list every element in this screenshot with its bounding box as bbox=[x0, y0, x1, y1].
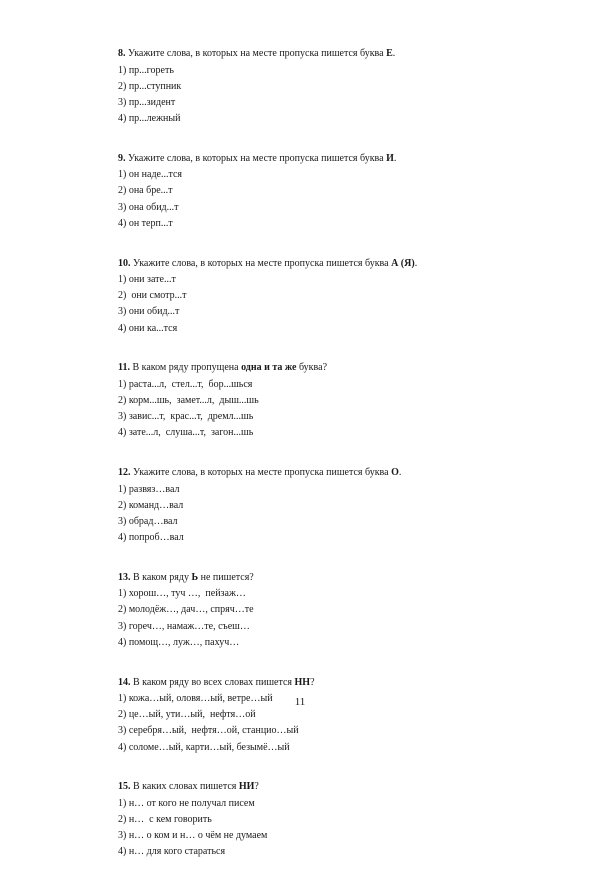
question-text: Укажите слова, в которых на месте пропуска пишется буква bbox=[125, 48, 387, 59]
question-keyword: НИ bbox=[238, 781, 255, 793]
question-title bbox=[118, 466, 558, 479]
question-keyword: А (Я) bbox=[391, 257, 415, 269]
question-text: Укажите слова, в которых на месте пропуска пишется буква bbox=[130, 467, 392, 478]
answer-option: 2) н… с кем говорить bbox=[118, 813, 212, 825]
question-block bbox=[118, 257, 558, 337]
answer-option: 3) обрад…вал bbox=[118, 515, 178, 527]
answer-option: 2) молодёж…, дач…, спряч…те bbox=[118, 604, 254, 616]
question-text: ? bbox=[254, 781, 259, 793]
question-number: 13. bbox=[118, 571, 131, 583]
question-keyword: О bbox=[391, 467, 399, 478]
question-block bbox=[118, 466, 558, 546]
question-block bbox=[118, 47, 558, 127]
answer-option: 1) они зате...т bbox=[118, 274, 176, 285]
question-number: 8. bbox=[118, 48, 126, 59]
question-text: В каком ряду во всех словах пишется bbox=[130, 676, 295, 688]
question-text: буква? bbox=[296, 362, 328, 374]
question-text: Укажите слова, в которых на месте пропуска пишется буква bbox=[130, 257, 392, 269]
answer-option: 4) пр...лежный bbox=[118, 113, 181, 125]
answer-option: 4) зате...л, слуша...т, загон...шь bbox=[118, 427, 254, 439]
answer-option: 2) она бре...т bbox=[118, 185, 173, 197]
answer-option: 2) це…ый, ути…ый, нефтя…ой bbox=[118, 709, 256, 721]
answer-option: 1) он наде...тся bbox=[118, 169, 183, 181]
question-keyword: Ь bbox=[191, 571, 199, 583]
question-title bbox=[118, 47, 558, 60]
answer-option: 2) пр...ступник bbox=[118, 80, 182, 92]
page-number: 11 bbox=[294, 696, 306, 708]
answer-option: 1) хорош…, туч …, пейзаж… bbox=[118, 588, 246, 600]
question-number: 11. bbox=[118, 362, 130, 374]
question-keyword: И bbox=[386, 152, 394, 164]
question-text: Укажите слова, в которых на месте пропуска пишется буква bbox=[125, 152, 387, 164]
question-text: . bbox=[392, 48, 396, 59]
question-block bbox=[118, 361, 558, 441]
worksheet-page bbox=[118, 47, 558, 885]
answer-option: 1) кожа…ый, оловя…ый, ветре…ый bbox=[118, 693, 273, 704]
answer-option: 2) корм...шь, замет...л, дыш...шь bbox=[118, 394, 259, 406]
question-number: 15. bbox=[118, 781, 131, 793]
answer-option: 3) гореч…, намаж…те, съеш… bbox=[118, 620, 250, 632]
question-keyword: Е bbox=[386, 48, 393, 59]
question-block bbox=[118, 152, 558, 232]
question-text: В каких словах пишется bbox=[130, 781, 239, 793]
question-title bbox=[118, 257, 558, 270]
question-text: . bbox=[398, 467, 402, 478]
answer-option: 4) соломе…ый, карти…ый, безымё…ый bbox=[118, 741, 290, 753]
answer-option: 4) он терп...т bbox=[118, 217, 173, 229]
question-number: 9. bbox=[118, 152, 126, 164]
answer-option: 3) завис...т, крас...т, дремл...шь bbox=[118, 411, 254, 423]
answer-option: 1) н… от кого не получал писем bbox=[118, 797, 255, 809]
answer-option: 2) команд…вал bbox=[118, 499, 184, 511]
question-title bbox=[118, 152, 558, 165]
question-block bbox=[118, 676, 558, 756]
answer-option: 3) серебря…ый, нефтя…ой, станцио…ый bbox=[118, 725, 299, 737]
answer-option: 2) они смотр...т bbox=[118, 290, 187, 302]
answer-option: 3) пр...зидент bbox=[118, 96, 176, 108]
question-block bbox=[118, 780, 558, 860]
question-text: В каком ряду bbox=[130, 571, 192, 583]
answer-option: 1) пр...гореть bbox=[118, 64, 174, 76]
answer-option: 3) н… о ком и н… о чём не думаем bbox=[118, 830, 268, 842]
question-number: 10. bbox=[118, 257, 131, 269]
answer-option: 1) раста...л, стел...т, бор...шься bbox=[118, 378, 253, 390]
question-number: 12. bbox=[118, 467, 131, 478]
answer-option: 3) она обид...т bbox=[118, 201, 179, 213]
question-title bbox=[118, 571, 558, 584]
question-block bbox=[118, 571, 558, 651]
answer-option: 1) развяз…вал bbox=[118, 483, 180, 495]
question-title bbox=[118, 780, 558, 793]
answer-option: 3) они обид...т bbox=[118, 306, 180, 318]
question-text: . bbox=[393, 152, 397, 164]
answer-option: 4) попроб…вал bbox=[118, 532, 184, 544]
question-number: 14. bbox=[118, 676, 131, 688]
question-text: В каком ряду пропущена bbox=[129, 362, 242, 374]
question-title bbox=[118, 361, 558, 374]
question-keyword: НН bbox=[294, 676, 311, 688]
answer-option: 4) помощ…, луж…, пахуч… bbox=[118, 636, 240, 648]
question-text: не пишется? bbox=[198, 571, 254, 583]
question-keyword: одна и та же bbox=[241, 362, 297, 374]
question-text: . bbox=[414, 257, 418, 269]
question-text: ? bbox=[310, 676, 315, 688]
question-title bbox=[118, 676, 558, 689]
answer-option: 4) они ка...тся bbox=[118, 322, 178, 334]
answer-option: 4) н… для кого стараться bbox=[118, 846, 226, 858]
